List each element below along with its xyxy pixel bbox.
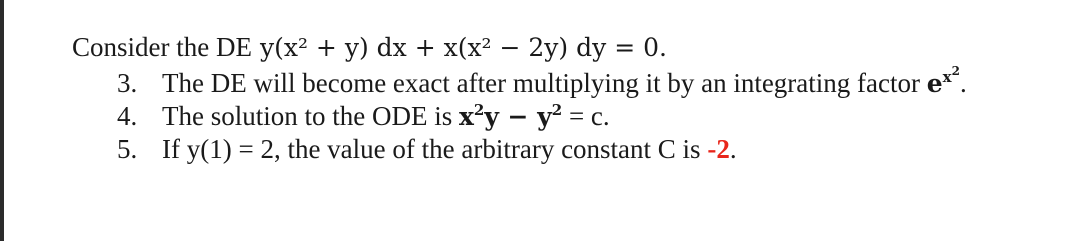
statement-list <box>72 64 967 169</box>
list-item <box>72 103 967 136</box>
item-number: 5. <box>117 134 138 164</box>
intro-text: Consider the DE <box>72 32 252 62</box>
differential-equation: y(x² + y) dx + x(x² − 2y) dy = 0. <box>259 33 667 62</box>
item-number: 3. <box>117 68 138 98</box>
integrating-factor: $e^{x^2}$ <box>926 64 960 98</box>
list-item: 5. If y(1) = 2, the value of the arbitrary constant C is -2. <box>117 134 737 164</box>
solution-expression: $x^2y - y^2$ <box>458 101 563 131</box>
problem-statement <box>72 34 967 70</box>
solution-tail: = c. <box>562 101 610 131</box>
item-text: If y(1) = 2, the value of the arbitrary constant C is <box>162 134 701 164</box>
item-text: The DE will become exact after multiplying it by an integrating factor <box>162 68 920 98</box>
item-number: 4. <box>117 101 138 131</box>
left-border-rule <box>0 0 4 241</box>
answer-value: -2 <box>707 134 730 164</box>
list-item: 3. The DE will become exact after multiplying it by an integrating factor $e^{x^2}$. <box>117 64 967 98</box>
item-text: The solution to the ODE is <box>162 101 453 131</box>
problem-document <box>72 34 967 169</box>
